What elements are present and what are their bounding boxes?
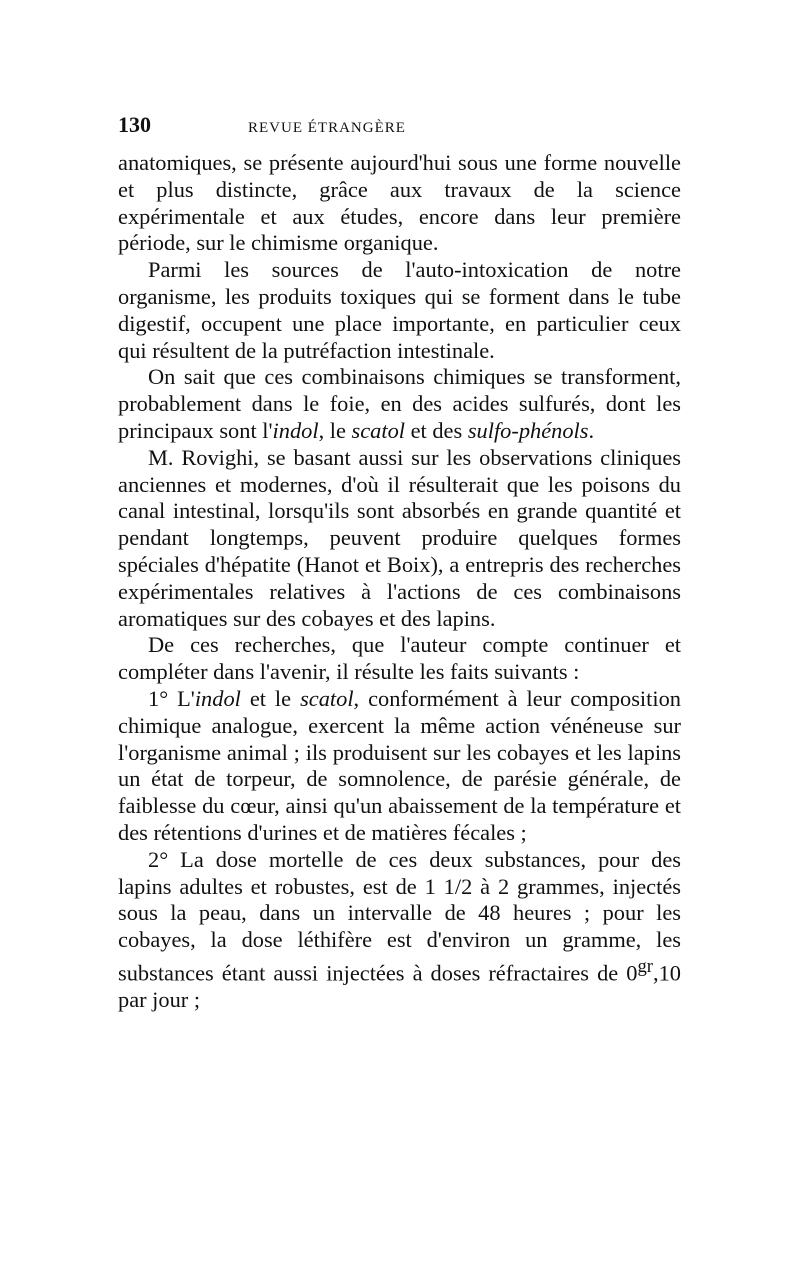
body-text [118,150,681,1014]
list-item-2 [118,847,681,1014]
list-item-1-marker: 1° L' [148,685,195,711]
paragraph-3 [118,364,681,444]
list-item-1-indol: indol [194,685,241,711]
running-title: REVUE ÉTRANGÈRE [248,120,406,136]
list-item-1-scatol: scatol [300,685,354,711]
term-sulfo-phenols: sulfo-phénols [467,417,589,443]
list-item-1 [118,686,681,847]
paragraph-3-text-1: On sait que ces combinaisons chimiques se transforment, probablement dans le foie, en des acides sulfurés, dont les principaux sont l' [118,364,681,443]
list-item-2-unit: gr [637,955,653,977]
list-item-2-end: ,10 par jour ; [118,960,681,1013]
term-scatol: scatol [351,417,405,443]
paragraph-3-text-4: . [588,417,595,443]
list-item-1-text-2: , conformément à leur composition chimique analogue, exercent la même action vénéneuse sur l'organisme animal ; ils produisent sur les cobayes et les lapins un état de torpeur, de somnolence, de parésie générale, de faiblesse du cœur, ainsi qu'un abaissement de la température et des rétentions d'urines et de matières fécales ; [118,685,681,845]
list-item-2-text: 2° La dose mortelle de ces deux substances, pour des lapins adultes et robustes, est de 1 1/2 à 2 grammes, injectés sous la peau, dans un intervalle de 48 heures ; pour les cobayes, la dose léthifère est d'environ un gramme, les substances étant aussi injectées à doses réfractaires de 0 [118,846,681,986]
paragraph-5: De ces recherches, que l'auteur compte continuer et compléter dans l'avenir, il résulte les faits suivants : [118,632,681,685]
paragraph-2: Parmi les sources de l'auto-intoxication de notre organisme, les produits toxiques qui se forment dans le tube digestif, occupent une place importante, en particulier ceux qui résultent de la putréfaction intestinale. [118,257,681,363]
paragraph-3-text-2: , le [318,417,352,443]
page-number: 130 [118,112,151,137]
book-page [118,112,681,1014]
term-indol: indol [272,417,319,443]
paragraph-3-text-3: et des [405,417,468,443]
running-head [118,112,681,144]
list-item-1-text-1: et le [240,685,301,711]
paragraph-1: anatomiques, se présente aujourd'hui sous une forme nouvelle et plus distincte, grâce aux travaux de la science expérimentale et aux études, encore dans leur première période, sur le chimisme organique. [118,150,681,256]
paragraph-4: M. Rovighi, se basant aussi sur les observations cliniques anciennes et modernes, d'où il résulterait que les poisons du canal intestinal, lorsqu'ils sont absorbés en grande quantité et pendant longtemps, peuvent produire quelques formes spéciales d'hépatite (Hanot et Boix), a entrepris des recherches expérimentales relatives à l'actions de ces combinaisons aromatiques sur des cobayes et des lapins. [118,444,681,631]
